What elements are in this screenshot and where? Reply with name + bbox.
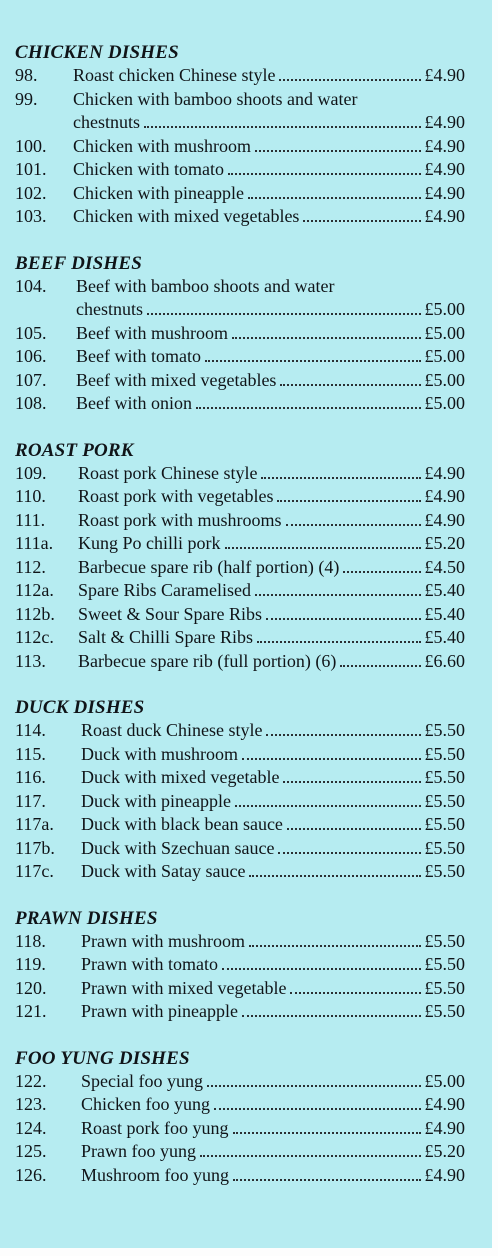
menu-item bbox=[15, 743, 465, 767]
item-description: Chicken with tomato bbox=[73, 159, 224, 179]
menu-item bbox=[15, 930, 465, 954]
item-description: Roast pork with vegetables bbox=[78, 486, 274, 506]
menu-item bbox=[15, 603, 465, 627]
menu-item bbox=[15, 135, 465, 159]
section-title: BEEF DISHES bbox=[15, 252, 142, 274]
item-price: £4.90 bbox=[424, 65, 465, 85]
dot-leader bbox=[287, 828, 421, 830]
item-description: Beef with onion bbox=[76, 393, 192, 413]
dot-leader bbox=[286, 524, 421, 526]
menu-item bbox=[15, 462, 465, 486]
item-price: £4.50 bbox=[424, 556, 465, 577]
item-description: Special foo yung bbox=[81, 1070, 203, 1091]
item-description: Duck with mushroom bbox=[81, 743, 238, 764]
item-body bbox=[81, 1117, 465, 1141]
item-description: Duck with Szechuan sauce bbox=[81, 837, 275, 858]
item-body bbox=[81, 977, 465, 1001]
dot-leader bbox=[277, 500, 420, 502]
item-body bbox=[73, 135, 465, 159]
item-number: 98. bbox=[15, 65, 38, 85]
item-body bbox=[78, 626, 465, 650]
item-body bbox=[73, 88, 465, 112]
item-number: 104. bbox=[15, 275, 47, 296]
dot-leader bbox=[200, 1155, 421, 1157]
item-price: £4.90 bbox=[424, 112, 465, 132]
item-body bbox=[81, 766, 465, 790]
dot-leader bbox=[147, 313, 421, 315]
item-price: £5.00 bbox=[424, 299, 465, 319]
item-price: £5.50 bbox=[424, 743, 465, 764]
item-price: £5.50 bbox=[424, 814, 465, 834]
item-number: 107. bbox=[15, 369, 47, 390]
menu-item bbox=[15, 322, 465, 346]
item-body bbox=[81, 860, 465, 884]
item-price: £4.90 bbox=[424, 1117, 465, 1138]
dot-leader bbox=[303, 220, 420, 222]
menu-item bbox=[15, 719, 465, 743]
dot-leader bbox=[205, 360, 421, 362]
dot-leader bbox=[340, 665, 420, 667]
item-description: Duck with Satay sauce bbox=[81, 861, 246, 881]
item-description: Sweet & Sour Spare Ribs bbox=[78, 603, 262, 624]
dot-leader bbox=[280, 384, 420, 386]
item-number: 112. bbox=[15, 556, 46, 577]
dot-leader bbox=[266, 734, 420, 736]
item-price: £5.20 bbox=[424, 1141, 465, 1161]
item-price: £5.40 bbox=[424, 627, 465, 647]
item-body bbox=[73, 64, 465, 88]
item-description: Salt & Chilli Spare Ribs bbox=[78, 627, 254, 647]
menu-item bbox=[15, 1117, 465, 1141]
menu-item bbox=[15, 485, 465, 509]
item-description: Chicken with mixed vegetables bbox=[73, 206, 300, 226]
item-number: 112b. bbox=[15, 603, 55, 624]
menu-item bbox=[15, 205, 465, 229]
item-description: Roast pork foo yung bbox=[81, 1117, 229, 1138]
menu-section-beef bbox=[15, 253, 465, 416]
item-description: Beef with bamboo shoots and water bbox=[76, 275, 335, 296]
item-price: £6.60 bbox=[424, 650, 465, 671]
menu-item bbox=[15, 532, 465, 556]
item-body bbox=[78, 650, 465, 674]
item-description: Duck with black bean sauce bbox=[81, 814, 283, 834]
item-number: 118. bbox=[15, 930, 46, 951]
dot-leader bbox=[343, 571, 420, 573]
item-price: £4.90 bbox=[424, 509, 465, 530]
menu-item bbox=[15, 275, 465, 299]
item-number: 106. bbox=[15, 346, 47, 366]
item-number: 117a. bbox=[15, 814, 54, 834]
item-number: 113. bbox=[15, 650, 46, 671]
item-description: Chicken with pineapple bbox=[73, 182, 244, 203]
menu-section-duck bbox=[15, 697, 465, 884]
dot-leader bbox=[278, 852, 420, 854]
item-price: £5.00 bbox=[424, 322, 465, 343]
menu-item bbox=[15, 392, 465, 416]
dot-leader bbox=[214, 1108, 421, 1110]
section-title: CHICKEN DISHES bbox=[15, 42, 179, 63]
dot-leader bbox=[279, 79, 420, 81]
dot-leader bbox=[248, 197, 421, 199]
item-body bbox=[81, 1070, 465, 1094]
item-body bbox=[76, 345, 465, 369]
item-price: £5.20 bbox=[424, 533, 465, 553]
dot-leader bbox=[225, 547, 421, 549]
item-number: 105. bbox=[15, 322, 47, 343]
item-description: Chicken with mushroom bbox=[73, 135, 251, 156]
menu-section-prawn bbox=[15, 908, 465, 1024]
item-body bbox=[78, 532, 465, 556]
dot-leader bbox=[255, 150, 421, 152]
item-price: £5.00 bbox=[424, 369, 465, 390]
item-body bbox=[78, 556, 465, 580]
dot-leader bbox=[266, 618, 421, 620]
item-number: 117c. bbox=[15, 861, 54, 881]
menu-item bbox=[15, 1070, 465, 1094]
item-description: Prawn with mushroom bbox=[81, 930, 245, 951]
item-description: Beef with mushroom bbox=[76, 322, 228, 343]
item-description: Roast pork with mushrooms bbox=[78, 509, 282, 530]
item-price: £5.00 bbox=[424, 393, 465, 413]
dot-leader bbox=[255, 594, 421, 596]
dot-leader bbox=[257, 641, 420, 643]
item-description: chestnuts bbox=[76, 299, 143, 319]
item-number: 120. bbox=[15, 977, 47, 998]
item-number: 117b. bbox=[15, 837, 55, 858]
item-price: £4.90 bbox=[424, 135, 465, 156]
dot-leader bbox=[290, 992, 420, 994]
item-number: 126. bbox=[15, 1164, 47, 1185]
item-body bbox=[73, 182, 465, 206]
item-price: £4.90 bbox=[424, 182, 465, 203]
item-description: Barbecue spare rib (full portion) (6) bbox=[78, 650, 337, 671]
item-body bbox=[81, 1093, 465, 1117]
dot-leader bbox=[249, 945, 421, 947]
item-description: Beef with mixed vegetables bbox=[76, 369, 277, 390]
dot-leader bbox=[207, 1085, 421, 1087]
item-price: £4.90 bbox=[424, 462, 465, 483]
item-description: Chicken foo yung bbox=[81, 1094, 210, 1114]
item-number: 100. bbox=[15, 135, 47, 156]
item-description: Mushroom foo yung bbox=[81, 1164, 229, 1185]
item-description: Roast duck Chinese style bbox=[81, 720, 263, 740]
menu-item bbox=[15, 88, 465, 112]
menu-item bbox=[15, 182, 465, 206]
item-description: Duck with mixed vegetable bbox=[81, 767, 280, 787]
item-price: £5.50 bbox=[424, 767, 465, 787]
dot-leader bbox=[196, 407, 421, 409]
item-number: 119. bbox=[15, 954, 46, 974]
dot-leader bbox=[261, 477, 420, 479]
menu-item bbox=[15, 111, 465, 135]
item-price: £5.40 bbox=[424, 603, 465, 624]
dot-leader bbox=[242, 1015, 421, 1017]
item-number: 116. bbox=[15, 767, 46, 787]
section-title: PRAWN DISHES bbox=[15, 907, 158, 929]
item-price: £5.50 bbox=[424, 720, 465, 740]
item-number: 102. bbox=[15, 182, 47, 203]
item-body bbox=[81, 1140, 465, 1164]
menu-item bbox=[15, 837, 465, 861]
item-body bbox=[73, 158, 465, 182]
menu-item bbox=[15, 953, 465, 977]
menu-item bbox=[15, 1093, 465, 1117]
item-body bbox=[81, 1164, 465, 1188]
menu-item bbox=[15, 298, 465, 322]
item-body bbox=[76, 322, 465, 346]
item-body bbox=[81, 719, 465, 743]
menu-section-chicken bbox=[15, 42, 465, 229]
menu-section-roast bbox=[15, 440, 465, 674]
item-description: Prawn with pineapple bbox=[81, 1001, 238, 1021]
item-body bbox=[78, 579, 465, 603]
item-price: £5.50 bbox=[424, 954, 465, 974]
item-number: 115. bbox=[15, 743, 46, 764]
item-body bbox=[81, 743, 465, 767]
dot-leader bbox=[232, 337, 421, 339]
menu-item bbox=[15, 158, 465, 182]
dot-leader bbox=[228, 173, 421, 175]
item-description: Prawn with tomato bbox=[81, 954, 218, 974]
item-number: 99. bbox=[15, 88, 38, 109]
item-body bbox=[81, 953, 465, 977]
menu-item bbox=[15, 977, 465, 1001]
menu-item bbox=[15, 369, 465, 393]
menu-item bbox=[15, 1164, 465, 1188]
item-price: £4.90 bbox=[424, 206, 465, 226]
menu-item bbox=[15, 790, 465, 814]
item-price: £5.00 bbox=[424, 1070, 465, 1091]
item-number: 114. bbox=[15, 720, 46, 740]
item-number: 101. bbox=[15, 159, 47, 179]
section-title: ROAST PORK bbox=[15, 439, 134, 461]
dot-leader bbox=[233, 1132, 421, 1134]
item-body bbox=[81, 790, 465, 814]
item-price: £4.90 bbox=[424, 159, 465, 179]
dot-leader bbox=[249, 875, 420, 877]
item-body bbox=[78, 485, 465, 509]
item-body bbox=[78, 462, 465, 486]
item-number: 111a. bbox=[15, 533, 54, 553]
item-body bbox=[78, 509, 465, 533]
menu-item bbox=[15, 509, 465, 533]
item-price: £4.90 bbox=[424, 486, 465, 506]
menu-item bbox=[15, 64, 465, 88]
item-number: 110. bbox=[15, 486, 46, 506]
menu-item bbox=[15, 579, 465, 603]
menu-item bbox=[15, 766, 465, 790]
item-number: 124. bbox=[15, 1117, 47, 1138]
item-description: Barbecue spare rib (half portion) (4) bbox=[78, 556, 340, 577]
item-number: 121. bbox=[15, 1001, 47, 1021]
section-title: DUCK DISHES bbox=[15, 697, 145, 718]
dot-leader bbox=[242, 758, 421, 760]
item-body bbox=[73, 111, 465, 135]
item-price: £5.50 bbox=[424, 861, 465, 881]
item-body bbox=[78, 603, 465, 627]
item-description: Spare Ribs Caramelised bbox=[78, 580, 251, 600]
item-body bbox=[81, 930, 465, 954]
item-number: 112a. bbox=[15, 580, 54, 600]
item-price: £5.00 bbox=[424, 346, 465, 366]
item-price: £5.50 bbox=[424, 930, 465, 951]
dot-leader bbox=[283, 781, 420, 783]
menu-item bbox=[15, 1000, 465, 1024]
dot-leader bbox=[233, 1179, 421, 1181]
item-description: Beef with tomato bbox=[76, 346, 201, 366]
item-price: £5.50 bbox=[424, 977, 465, 998]
item-number: 111. bbox=[15, 509, 46, 530]
dot-leader bbox=[222, 968, 421, 970]
item-description: Duck with pineapple bbox=[81, 790, 231, 811]
item-price: £4.90 bbox=[424, 1164, 465, 1185]
item-body bbox=[76, 298, 465, 322]
item-price: £5.50 bbox=[424, 837, 465, 858]
item-description: Kung Po chilli pork bbox=[78, 533, 221, 553]
item-body bbox=[81, 1000, 465, 1024]
item-number: 112c. bbox=[15, 627, 54, 647]
item-number: 123. bbox=[15, 1094, 47, 1114]
item-price: £5.50 bbox=[424, 1001, 465, 1021]
menu-item bbox=[15, 860, 465, 884]
dot-leader bbox=[144, 126, 421, 128]
menu-item bbox=[15, 813, 465, 837]
item-number: 108. bbox=[15, 393, 47, 413]
item-body bbox=[76, 392, 465, 416]
menu-item bbox=[15, 626, 465, 650]
item-number: 103. bbox=[15, 206, 47, 226]
item-body bbox=[76, 275, 465, 299]
dot-leader bbox=[235, 805, 421, 807]
item-description: Roast pork Chinese style bbox=[78, 462, 258, 483]
item-description: Roast chicken Chinese style bbox=[73, 65, 276, 85]
item-number: 125. bbox=[15, 1141, 47, 1161]
item-body bbox=[81, 813, 465, 837]
menu-item bbox=[15, 556, 465, 580]
item-body bbox=[73, 205, 465, 229]
item-body bbox=[81, 837, 465, 861]
item-number: 117. bbox=[15, 790, 46, 811]
section-title: FOO YUNG DISHES bbox=[15, 1047, 190, 1069]
item-number: 109. bbox=[15, 462, 47, 483]
item-description: Prawn foo yung bbox=[81, 1141, 196, 1161]
item-price: £5.50 bbox=[424, 790, 465, 811]
item-description: Chicken with bamboo shoots and water bbox=[73, 88, 358, 109]
menu-item bbox=[15, 345, 465, 369]
item-description: Prawn with mixed vegetable bbox=[81, 977, 287, 998]
item-price: £5.40 bbox=[424, 580, 465, 600]
item-price: £4.90 bbox=[424, 1094, 465, 1114]
item-body bbox=[76, 369, 465, 393]
menu-section-fooyung bbox=[15, 1048, 465, 1188]
menu-item bbox=[15, 1140, 465, 1164]
item-number: 122. bbox=[15, 1070, 47, 1091]
item-description: chestnuts bbox=[73, 112, 140, 132]
menu-item bbox=[15, 650, 465, 674]
